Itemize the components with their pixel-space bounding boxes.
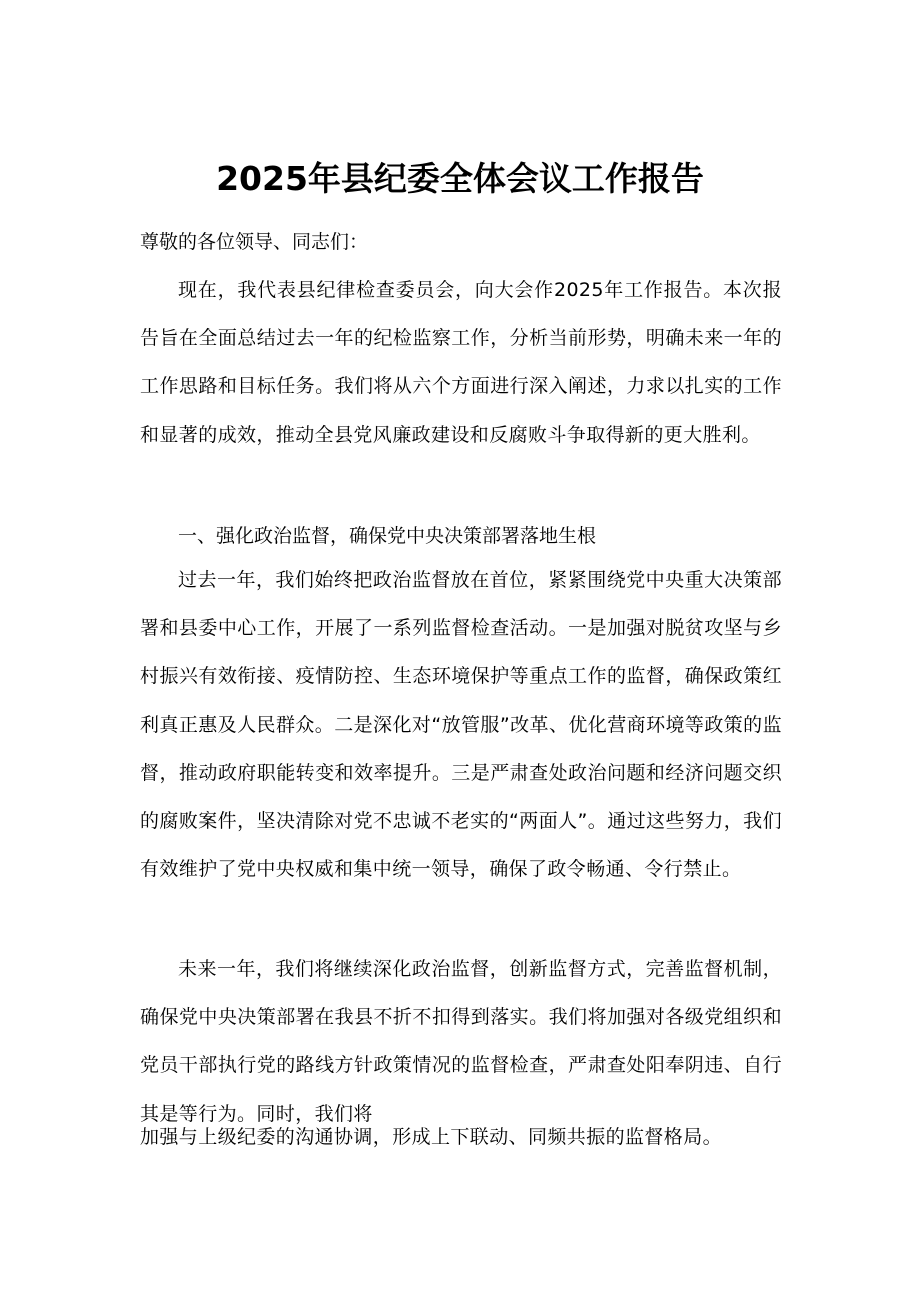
future-paragraph: [140, 945, 782, 1138]
tail-line: 加强与上级纪委的沟通协调，形成上下联动、同频共振的监督格局。: [140, 1126, 723, 1148]
paragraph-text: 现在，我代表县纪律检查委员会，向大会作2025年工作报告。本次报告旨在全面总结过去一年的纪检监察工作，分析当前形势，明确未来一年的工作思路和目标任务。我们将从六个方面进行深入阐述，力求以扎实的工作和显著的成效，推动全县党风廉政建设和反腐败斗争取得新的更大胜利。: [140, 279, 782, 446]
paragraph-text: 未来一年，我们将继续深化政治监督，创新监督方式，完善监督机制，确保党中央决策部署在我县不折不扣得到落实。我们将加强对各级党组织和党员干部执行党的路线方针政策情况的监督检查，严肃查处阳奉阴违、自行其是等行为。同时，我们将: [140, 958, 782, 1125]
section-paragraph: [140, 556, 782, 893]
greeting: 尊敬的各位领导、同志们：: [140, 231, 369, 253]
paragraph-text: 过去一年，我们始终把政治监督放在首位，紧紧围绕党中央重大决策部署和县委中心工作，开展了一系列监督检查活动。一是加强对脱贫攻坚与乡村振兴有效衔接、疫情防控、生态环境保护等重点工作的监督，确保政策红利真正惠及人民群众。二是深化对“放管服”改革、优化营商环境等政策的监督，推动政府职能转变和效率提升。三是严肃查处政治问题和经济问题交织的腐败案件，坚决清除对党不忠诚不老实的“两面人”。通过这些努力，我们有效维护了党中央权威和集中统一领导，确保了政令畅通、令行禁止。: [140, 569, 782, 881]
document-title: 2025年县纪委全体会议工作报告: [216, 159, 704, 198]
intro-paragraph: [140, 266, 782, 459]
section-heading: 一、强化政治监督，确保党中央决策部署落地生根: [178, 525, 597, 547]
